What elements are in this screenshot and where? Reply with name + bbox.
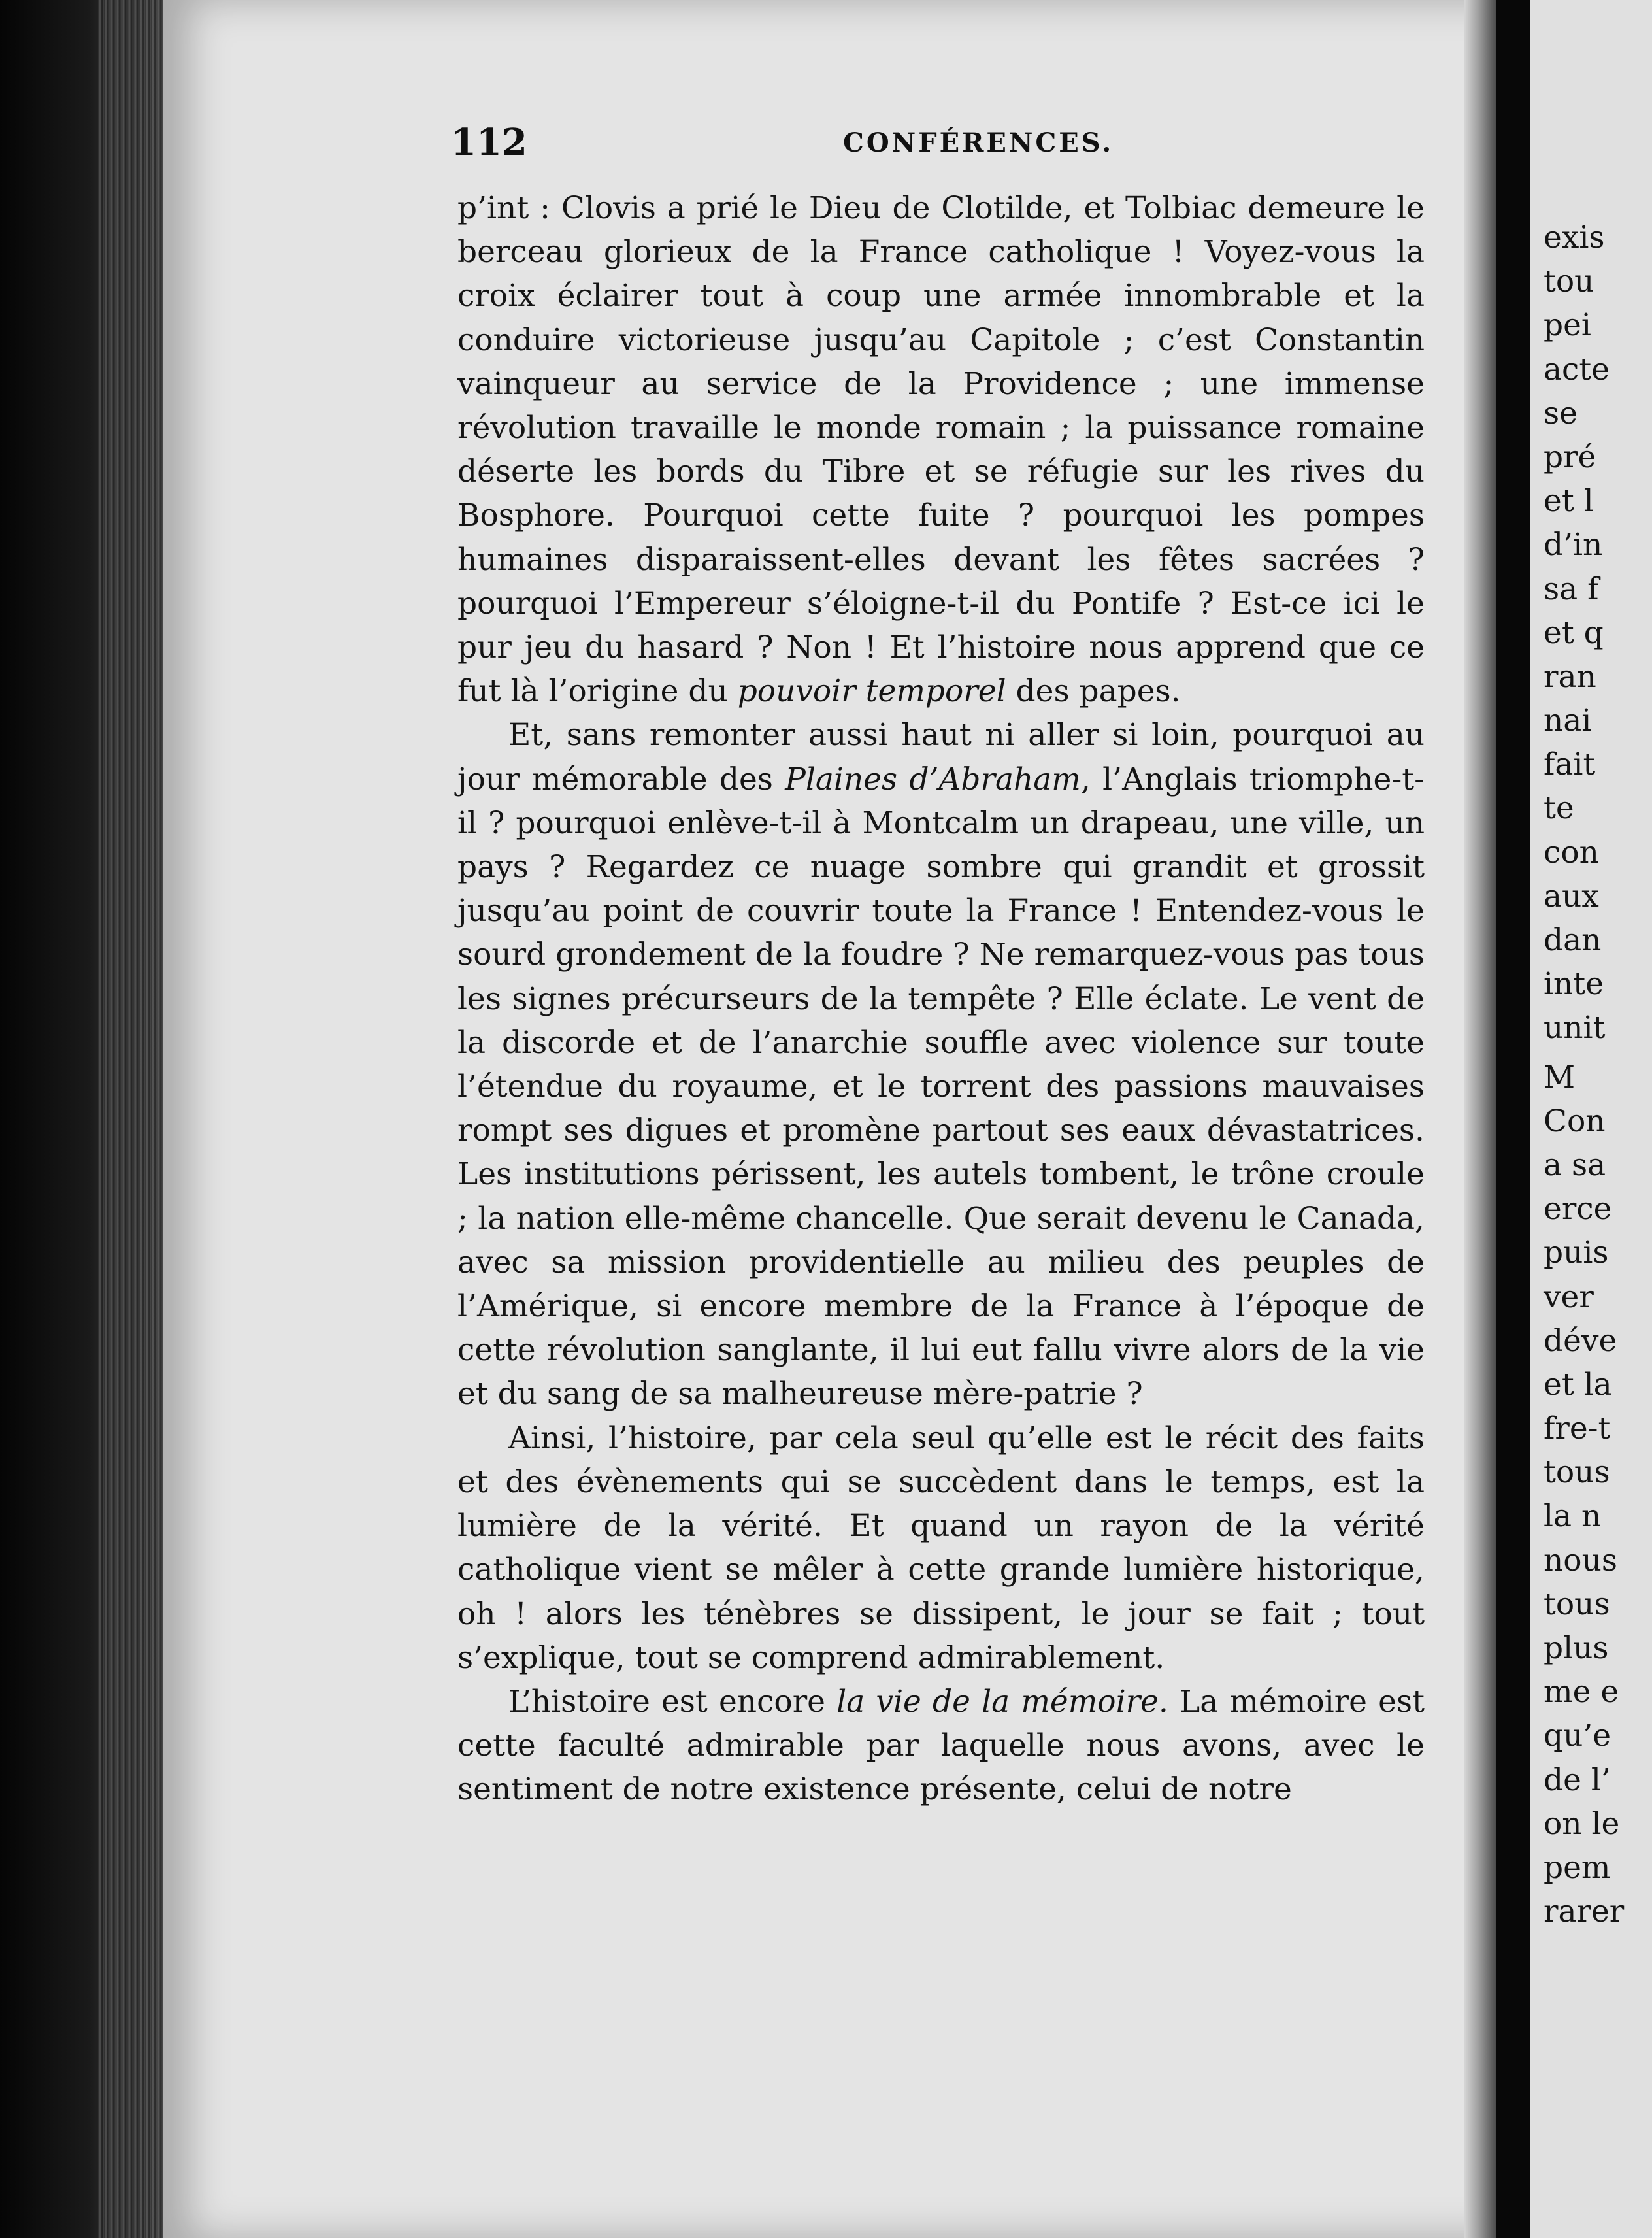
paragraph-4: L’histoire est encore la vie de la mémoire. La mémoire est cette faculté admirable par laquelle nous avons, avec le sentiment de notre existence présente, celui de notre [457, 1683, 1425, 1808]
facing-page-line: la n [1544, 1498, 1602, 1535]
facing-page-line: tous [1544, 1454, 1610, 1491]
facing-page-line: sa f [1544, 571, 1599, 607]
facing-page-line: unit [1544, 1010, 1606, 1046]
facing-page-line: rarer [1544, 1894, 1625, 1930]
facing-page-line: inte [1544, 966, 1604, 1003]
facing-page-line: et la [1544, 1366, 1612, 1403]
paragraph-3: Ainsi, l’histoire, par cela seul qu’elle est le récit des faits et des évènements qui se succèdent dans le temps, est la lumière de la vérité. Et quand un rayon de la vérité catholique vient se mêler à cette grande lumière historique, oh ! alors les ténèbres se dissipent, le jour se fait ; tout s’explique, tout se comprend admirablement. [457, 1420, 1425, 1676]
facing-page-line: qu’e [1544, 1718, 1611, 1754]
facing-page-line: de l’ [1544, 1762, 1611, 1798]
facing-page-line: tous [1544, 1586, 1610, 1622]
facing-page-line: pré [1544, 439, 1596, 475]
facing-page-line: dan [1544, 922, 1602, 958]
facing-page-line: et q [1544, 614, 1604, 651]
facing-page-line: ran [1544, 658, 1596, 695]
facing-page-line: d’in [1544, 527, 1603, 563]
facing-page-line: erce [1544, 1191, 1612, 1228]
page-number: 112 [451, 121, 527, 164]
paragraph-2: Et, sans remonter aussi haut ni aller si loin, pourquoi au jour mémorable des Plaines d’Abraham, l’Anglais triomphe-t-il ? pourquoi enlève-t-il à Montcalm un drapeau, une ville, un pays ? Regardez ce nuage sombre qui grandit et grossit jusqu’au point de couvrir toute la France ! Entendez-vous le sourd grondement de la foudre ? Ne remarquez-vous pas tous les signes précurseurs de la tempête ? Elle éclate. Le vent de la discorde et de l’anarchie souffle avec violence sur toute l’étendue du royaume, et le torrent des passions mauvaises rompt ses digues et promène partout ses eaux dévastatrices. Les institutions périssent, les autels tombent, le trône croule ; la nation elle-même chancelle. Que serait devenu le Canada, avec sa mission providentielle au milieu des peuples de l’Amérique, si encore membre de la France à l’époque de cette révolution sanglante, il lui eut fallu vivre alors de la vie et du sang de sa malheureuse mère-patrie ? [457, 717, 1425, 1412]
body-text [457, 186, 1425, 1812]
facing-page-line: nai [1544, 703, 1592, 739]
facing-page-line: M [1544, 1059, 1576, 1095]
facing-page-line: déve [1544, 1322, 1617, 1359]
facing-page-line: se [1544, 395, 1578, 431]
facing-page-line: nous [1544, 1542, 1617, 1578]
facing-page-text [1544, 216, 1652, 1933]
facing-page-line: me e [1544, 1674, 1619, 1711]
facing-page-line: Con [1544, 1103, 1606, 1139]
facing-page-line: fait [1544, 746, 1596, 783]
facing-page-line: exis [1544, 220, 1605, 256]
facing-page-line: te [1544, 790, 1574, 827]
facing-page-line: aux [1544, 878, 1599, 914]
facing-page-line: ver [1544, 1278, 1594, 1315]
facing-page-line: tou [1544, 263, 1594, 300]
facing-page-line: plus [1544, 1630, 1609, 1666]
facing-page-line: pem [1544, 1849, 1611, 1886]
running-head: CONFÉRENCES. [843, 127, 1114, 158]
facing-page-line: con [1544, 834, 1599, 871]
facing-page-line: on le [1544, 1805, 1620, 1842]
facing-page-line: pei [1544, 307, 1591, 344]
book-spine-gap [1496, 0, 1530, 2238]
facing-page-line: puis [1544, 1235, 1609, 1271]
facing-page-line: a sa [1544, 1146, 1606, 1183]
facing-page-line: fre-t [1544, 1411, 1611, 1447]
paragraph-1: p’int : Clovis a prié le Dieu de Clotilde, et Tolbiac demeure le berceau glorieux de la France catholique ! Voyez-vous la croix éclairer tout à coup une armée innombrable et la conduire victorieuse jusqu’au Capitole ; c’est Constantin vainqueur au service de la Providence ; une immense révolution travaille le monde romain ; la puissance romaine déserte les bords du Tibre et se réfugie sur les rives du Bosphore. Pourquoi cette fuite ? pourquoi les pompes humaines disparaissent-elles devant les fêtes sacrées ? pourquoi l’Empereur s’éloigne-t-il du Pontife ? Est-ce ici le pur jeu du hasard ? Non ! Et l’histoire nous apprend que ce fut là l’origine du pouvoir temporel des papes. [457, 190, 1425, 710]
facing-page-line: acte [1544, 351, 1610, 388]
facing-page-line: et l [1544, 483, 1594, 520]
page-header [451, 121, 1431, 167]
page-edges-stack [98, 0, 170, 2238]
